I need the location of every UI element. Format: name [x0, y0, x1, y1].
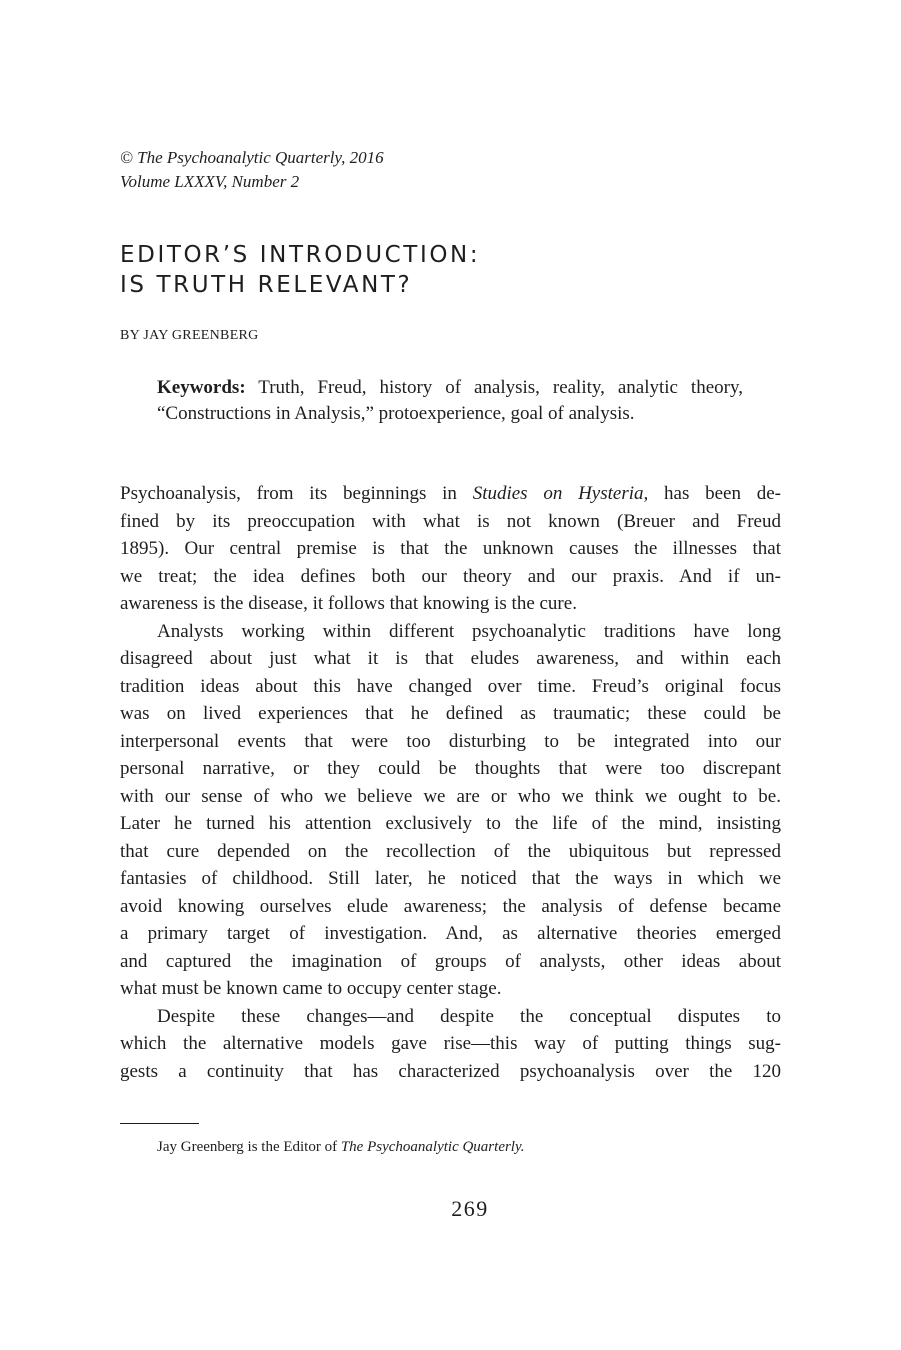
- body-line: Later he turned his attention exclusively to the life of the mind, insisting: [120, 813, 781, 834]
- title-line-2: IS TRUTH RELEVANT?: [120, 272, 413, 298]
- footnote-divider: [120, 1123, 199, 1124]
- paragraph-2: [120, 618, 781, 1003]
- volume-line: Volume LXXXV, Number 2: [120, 172, 300, 191]
- body-text-run: Psychoanalysis, from its beginnings in: [120, 483, 473, 504]
- body-line: interpersonal events that were too disturbing to be integrated into our: [120, 730, 781, 752]
- footnote-text: Jay Greenberg is the Editor of: [157, 1139, 341, 1155]
- body-line: was on lived experiences that he defined as traumatic; these could be: [120, 703, 781, 724]
- body-line: a primary target of investigation. And, as alternative theories emerged: [120, 923, 781, 944]
- journal-masthead: [120, 146, 384, 194]
- body-line: and captured the imagination of groups of analysts, other ideas about: [120, 950, 781, 972]
- keywords-text: Truth, Freud, history of analysis, reality, analytic theory, “Constructions in Analysis,” protoexperience, goal of analysis.: [157, 377, 743, 424]
- body-line: fined by its preoccupation with what is not known (Breuer and Freud: [120, 510, 781, 532]
- body-line: we treat; the idea defines both our theory and our praxis. And if un-: [120, 565, 781, 587]
- body-line: fantasies of childhood. Still later, he noticed that the ways in which we: [120, 868, 781, 889]
- footnote-journal-title: The Psychoanalytic Quarterly.: [340, 1139, 525, 1155]
- keywords-label: Keywords:: [157, 377, 246, 398]
- author-footnote: [157, 1139, 525, 1156]
- article-body: [120, 480, 781, 1085]
- keywords-block: [157, 375, 743, 426]
- body-line: avoid knowing ourselves elude awareness; the analysis of defense became: [120, 895, 781, 917]
- cited-work-title: Studies on Hysteria,: [472, 483, 649, 504]
- article-page: [120, 0, 781, 1350]
- body-line: with our sense of who we believe we are or who we think we ought to be.: [120, 785, 781, 807]
- body-line: which the alternative models gave rise—this way of putting things sug-: [120, 1033, 781, 1054]
- body-line: Analysts working within different psychoanalytic traditions have long: [157, 620, 781, 642]
- article-title: [120, 240, 480, 300]
- body-line: that cure depended on the recollection of the ubiquitous but repressed: [120, 840, 781, 862]
- body-line: what must be known came to occupy center stage.: [120, 978, 502, 999]
- body-line: tradition ideas about this have changed over time. Freud’s original focus: [120, 675, 781, 697]
- body-line: gests a continuity that has characterized psychoanalysis over the 120: [120, 1060, 781, 1082]
- paragraph-1: [120, 480, 781, 618]
- body-line: Despite these changes—and despite the conceptual disputes to: [157, 1005, 781, 1027]
- body-line: [120, 480, 781, 508]
- body-line: disagreed about just what it is that eludes awareness, and within each: [120, 648, 781, 669]
- title-line-1: EDITOR’S INTRODUCTION:: [120, 242, 481, 268]
- body-line: awareness is the disease, it follows that knowing is the cure.: [120, 593, 577, 614]
- body-line: 1895). Our central premise is that the unknown causes the illnesses that: [120, 538, 781, 559]
- author-byline: BY JAY GREENBERG: [120, 328, 259, 343]
- body-line: personal narrative, or they could be thoughts that were too discrepant: [120, 758, 781, 779]
- body-text-run: has been de-: [648, 483, 781, 504]
- copyright-line: © The Psychoanalytic Quarterly, 2016: [120, 148, 384, 167]
- paragraph-3: [120, 1003, 781, 1086]
- page-number: 269: [451, 1196, 489, 1221]
